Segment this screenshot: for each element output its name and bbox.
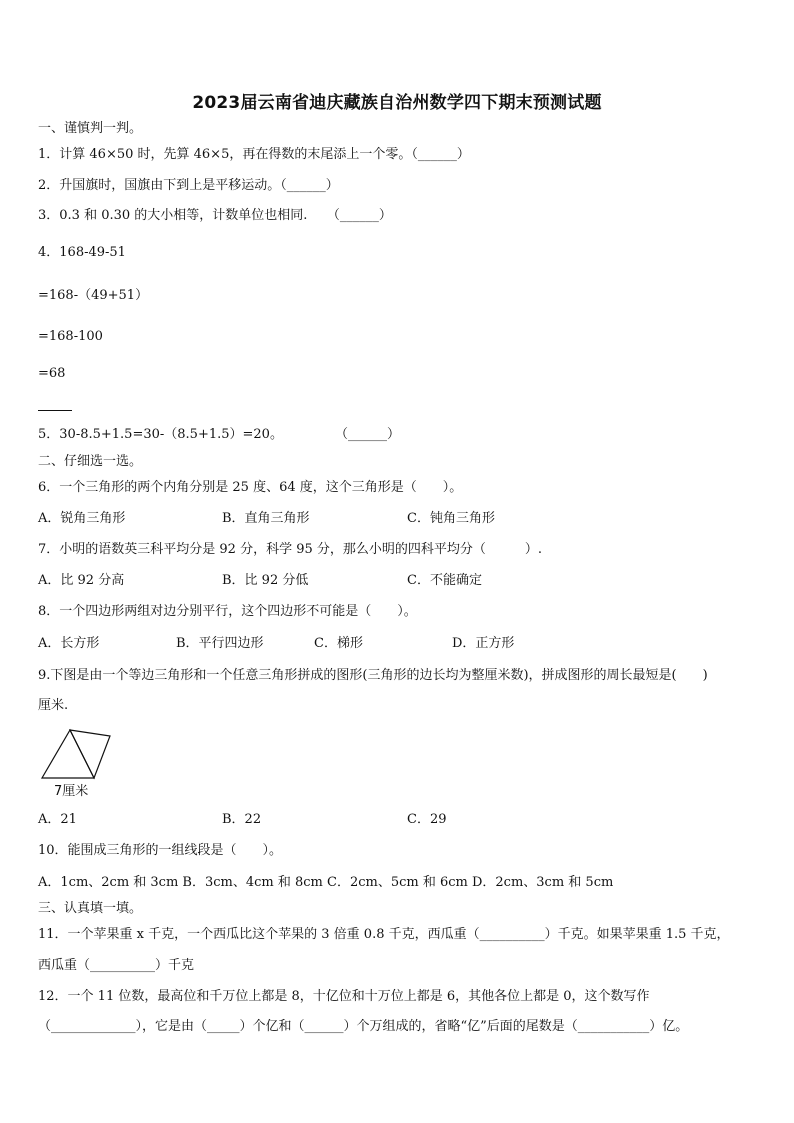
question-6-option-b: B．直角三角形	[222, 511, 310, 526]
question-9-option-a: A．21	[38, 812, 77, 827]
answer-blank-line	[38, 410, 72, 411]
figure-side-label: 7厘米	[54, 784, 89, 799]
question-2: 2．升国旗时，国旗由下到上是平移运动。（______）	[38, 178, 339, 193]
question-6-option-a: A．锐角三角形	[38, 511, 126, 526]
question-12-line-2: （_____________），它是由（_____）个亿和（______）个万组成的，省略“亿”后面的尾数是（___________）亿。	[38, 1019, 689, 1034]
section-heading-fill: 三、认真填一填。	[38, 901, 143, 916]
question-3: 3．0.3 和 0.30 的大小相等，计数单位也相同. （______）	[38, 208, 392, 223]
question-9-option-b: B．22	[222, 812, 262, 827]
question-7-option-c: C．不能确定	[407, 573, 482, 588]
question-4-line-2: =168-（49+51）	[38, 288, 149, 303]
section-heading-choose: 二、仔细选一选。	[38, 454, 143, 469]
arbitrary-triangle	[70, 730, 110, 778]
question-9-option-c: C．29	[407, 812, 447, 827]
question-8-option-c: C．梯形	[314, 636, 363, 651]
equilateral-triangle	[42, 730, 94, 778]
question-11-line-2: 西瓜重（__________）千克	[38, 958, 195, 973]
question-9-line-2: 厘米.	[38, 698, 69, 713]
question-4-line-4: =68	[38, 366, 66, 381]
question-5: 5．30-8.5+1.5=30-（8.5+1.5）=20。 （______）	[38, 427, 400, 442]
page-title: 2023届云南省迪庆藏族自治州数学四下期末预测试题	[192, 93, 602, 113]
question-7-option-a: A．比 92 分高	[38, 573, 125, 588]
question-6-option-c: C．钝角三角形	[407, 511, 495, 526]
question-10-options: A．1cm、2cm 和 3cm B．3cm、4cm 和 8cm C．2cm、5cm 和 6cm D．2cm、3cm 和 5cm	[38, 875, 614, 890]
question-10: 10．能围成三角形的一组线段是（ ）。	[38, 843, 283, 858]
question-8-option-a: A．长方形	[38, 636, 100, 651]
question-11-line-1: 11．一个苹果重 x 千克，一个西瓜比这个苹果的 3 倍重 0.8 千克，西瓜重（__________）千克。如果苹果重 1.5 千克，	[38, 927, 730, 942]
question-1: 1．计算 46×50 时，先算 46×5，再在得数的末尾添上一个零。（______）	[38, 147, 470, 162]
triangles-figure	[38, 728, 114, 782]
question-8-option-b: B．平行四边形	[176, 636, 264, 651]
question-8-option-d: D．正方形	[452, 636, 515, 651]
question-6: 6．一个三角形的两个内角分别是 25 度、64 度，这个三角形是（ ）。	[38, 480, 463, 495]
section-heading-judge: 一、谨慎判一判。	[38, 121, 143, 136]
question-7-option-b: B．比 92 分低	[222, 573, 309, 588]
question-9-line-1: 9.下图是由一个等边三角形和一个任意三角形拼成的图形(三角形的边长均为整厘米数)，拼成图形的周长最短是( )	[38, 668, 708, 683]
question-12-line-1: 12．一个 11 位数，最高位和千万位上都是 8，十亿位和十万位上都是 6，其他各位上都是 0，这个数写作	[38, 989, 650, 1004]
question-4-line-1: 4．168-49-51	[38, 245, 126, 260]
question-4-line-3: =168-100	[38, 329, 103, 344]
question-7: 7．小明的语数英三科平均分是 92 分，科学 95 分，那么小明的四科平均分（ ）.	[38, 542, 543, 557]
question-8: 8．一个四边形两组对边分别平行，这个四边形不可能是（ ）。	[38, 604, 417, 619]
